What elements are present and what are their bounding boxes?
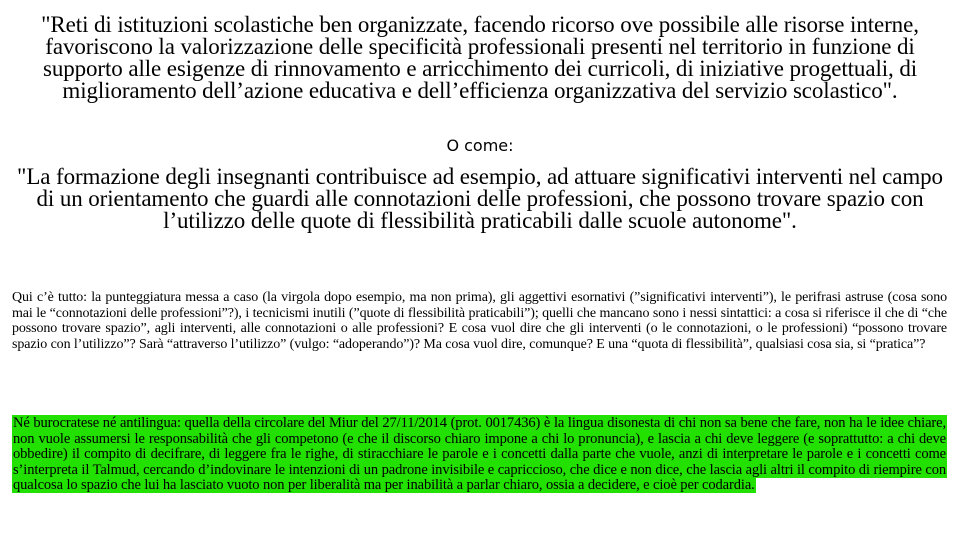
commentary-paragraph: Qui c’è tutto: la punteggiatura messa a caso (la virgola dopo esempio, ma non prima), gli aggettivi esornativi (”significativi interventi”), le perifrasi astruse (cosa sono mai le “connotazioni delle professioni”?), i tecnicismi inutili (”quote di flessibilità praticabili”); quelli che mancano sono i nessi sintattici: a cosa si riferisce il che di “che possono trovare spazio”, agli interventi, alle connotazioni o alle professioni? E cosa vuol dire che gli interventi (o le connotazioni, o le professioni) “possono trovare spazio con l’utilizzo”? Sarà “attraverso l’utilizzo” (vulgo: “adoperando”)? Ma cosa vuol dire, comunque? E una “quota di flessibilità”, qualsiasi cosa sia, si “pratica”?	[12, 290, 947, 352]
connector-text: O come:	[446, 136, 514, 155]
secondary-quote: "La formazione degli insegnanti contribuisce ad esempio, ad attuare significativi interventi nel campo di un orientamento che guardi alle connotazioni delle professioni, che possono trovare spazio con l’utilizzo delle quote di flessibilità praticabili dalle scuole autonome".	[17, 164, 943, 233]
highlighted-conclusion-text: Né burocratese né antilingua: quella della circolare del Miur del 27/11/2014 (prot. 0017436) è la lingua disonesta di chi non sa bene che fare, non ha le idee chiare, non vuole assumersi le responsabilità che gli competono (e che il discorso chiaro impone a chi lo pronuncia), e lascia a chi deve leggere (e soprattutto: a chi deve obbedire) il compito di decifrare, di leggere fra le righe, di stiracchiare le parole e i concetti dalla parte che vuole, anzi di interpretare le parole e i concetti come s’interpreta il Talmud, cercando d’indovinare le intenzioni di un padrone invisibile e capriccioso, che dice e non dice, che lascia agli altri il compito di riempire con qualcosa lo spazio che lui ha lasciato vuoto non per liberalità ma per inabilità a parlar chiaro, ossia a decidere, e cioè per codardia.	[13, 415, 946, 493]
primary-quote: "Reti di istituzioni scolastiche ben organizzate, facendo ricorso ove possibile alle risorse interne, favoriscono la valorizzazione delle specificità professionali presenti nel territorio in funzione di supporto alle esigenze di rinnovamento e arricchimento dei curricoli, di iniziative progettuali, di miglioramento dell’azione educativa e dell’efficienza organizzativa del servizio scolastico".	[41, 12, 919, 103]
conclusion-paragraph	[12, 416, 947, 494]
